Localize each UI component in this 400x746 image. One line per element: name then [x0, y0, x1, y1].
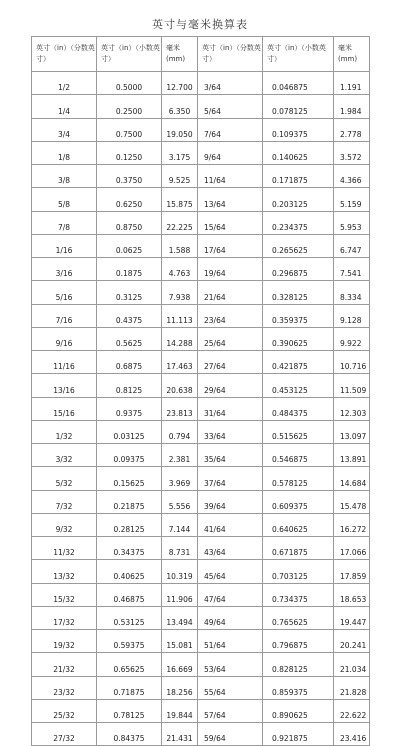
- fraction-inch-cell: 1/2: [32, 72, 97, 95]
- table-row: [32, 537, 370, 560]
- millimeter-cell: 4.366: [334, 165, 370, 188]
- conversion-table: [31, 36, 370, 746]
- header-decimal-inch: 英寸（in）（小数英寸）: [97, 37, 162, 72]
- fraction-inch-cell: 53/64: [198, 653, 263, 676]
- table-row: [32, 397, 370, 420]
- millimeter-cell: 13.097: [334, 420, 370, 443]
- decimal-inch-cell: 0.21875: [97, 490, 162, 513]
- millimeter-cell: 13.891: [334, 444, 370, 467]
- table-row: [32, 490, 370, 513]
- fraction-inch-cell: 3/64: [198, 72, 263, 95]
- millimeter-cell: 1.191: [334, 72, 370, 95]
- fraction-inch-cell: 51/64: [198, 630, 263, 653]
- decimal-inch-cell: 0.234375: [263, 211, 334, 234]
- decimal-inch-cell: 0.8125: [97, 374, 162, 397]
- header-fraction-inch-2: 英寸（in）（分数英寸）: [198, 37, 263, 72]
- fraction-inch-cell: 3/32: [32, 444, 97, 467]
- millimeter-cell: 10.716: [334, 351, 370, 374]
- fraction-inch-cell: 11/32: [32, 537, 97, 560]
- fraction-inch-cell: 5/64: [198, 95, 263, 118]
- millimeter-cell: 21.431: [162, 723, 198, 746]
- decimal-inch-cell: 0.3750: [97, 165, 162, 188]
- fraction-inch-cell: 37/64: [198, 467, 263, 490]
- fraction-inch-cell: 1/8: [32, 141, 97, 164]
- decimal-inch-cell: 0.6875: [97, 351, 162, 374]
- decimal-inch-cell: 0.328125: [263, 281, 334, 304]
- table-row: [32, 420, 370, 443]
- fraction-inch-cell: 55/64: [198, 676, 263, 699]
- decimal-inch-cell: 0.671875: [263, 537, 334, 560]
- fraction-inch-cell: 17/64: [198, 234, 263, 257]
- fraction-inch-cell: 5/8: [32, 188, 97, 211]
- millimeter-cell: 3.572: [334, 141, 370, 164]
- fraction-inch-cell: 29/64: [198, 374, 263, 397]
- decimal-inch-cell: 0.515625: [263, 420, 334, 443]
- decimal-inch-cell: 0.359375: [263, 304, 334, 327]
- decimal-inch-cell: 0.796875: [263, 630, 334, 653]
- table-header-row: [32, 37, 370, 72]
- decimal-inch-cell: 0.1875: [97, 258, 162, 281]
- millimeter-cell: 9.128: [334, 304, 370, 327]
- table-row: [32, 351, 370, 374]
- decimal-inch-cell: 0.09375: [97, 444, 162, 467]
- millimeter-cell: 7.938: [162, 281, 198, 304]
- millimeter-cell: 8.731: [162, 537, 198, 560]
- fraction-inch-cell: 39/64: [198, 490, 263, 513]
- fraction-inch-cell: 9/16: [32, 327, 97, 350]
- decimal-inch-cell: 0.0625: [97, 234, 162, 257]
- table-row: [32, 467, 370, 490]
- fraction-inch-cell: 19/64: [198, 258, 263, 281]
- fraction-inch-cell: 1/4: [32, 95, 97, 118]
- fraction-inch-cell: 13/64: [198, 188, 263, 211]
- fraction-inch-cell: 5/16: [32, 281, 97, 304]
- decimal-inch-cell: 0.2500: [97, 95, 162, 118]
- table-row: [32, 723, 370, 746]
- decimal-inch-cell: 0.40625: [97, 560, 162, 583]
- millimeter-cell: 10.319: [162, 560, 198, 583]
- fraction-inch-cell: 11/64: [198, 165, 263, 188]
- decimal-inch-cell: 0.296875: [263, 258, 334, 281]
- millimeter-cell: 12.700: [162, 72, 198, 95]
- fraction-inch-cell: 7/64: [198, 118, 263, 141]
- table-row: [32, 676, 370, 699]
- fraction-inch-cell: 21/64: [198, 281, 263, 304]
- decimal-inch-cell: 0.15625: [97, 467, 162, 490]
- millimeter-cell: 20.241: [334, 630, 370, 653]
- table-row: [32, 72, 370, 95]
- fraction-inch-cell: 41/64: [198, 513, 263, 536]
- decimal-inch-cell: 0.609375: [263, 490, 334, 513]
- millimeter-cell: 5.953: [334, 211, 370, 234]
- millimeter-cell: 18.256: [162, 676, 198, 699]
- millimeter-cell: 17.859: [334, 560, 370, 583]
- millimeter-cell: 20.638: [162, 374, 198, 397]
- millimeter-cell: 23.813: [162, 397, 198, 420]
- millimeter-cell: 7.541: [334, 258, 370, 281]
- fraction-inch-cell: 13/32: [32, 560, 97, 583]
- decimal-inch-cell: 0.03125: [97, 420, 162, 443]
- decimal-inch-cell: 0.65625: [97, 653, 162, 676]
- fraction-inch-cell: 27/32: [32, 723, 97, 746]
- millimeter-cell: 6.747: [334, 234, 370, 257]
- millimeter-cell: 1.588: [162, 234, 198, 257]
- table-row: [32, 118, 370, 141]
- fraction-inch-cell: 1/16: [32, 234, 97, 257]
- decimal-inch-cell: 0.765625: [263, 606, 334, 629]
- table-row: [32, 583, 370, 606]
- millimeter-cell: 17.066: [334, 537, 370, 560]
- table-row: [32, 304, 370, 327]
- millimeter-cell: 9.922: [334, 327, 370, 350]
- decimal-inch-cell: 0.7500: [97, 118, 162, 141]
- millimeter-cell: 19.050: [162, 118, 198, 141]
- header-millimeter-2: 毫米 (mm): [334, 37, 370, 72]
- decimal-inch-cell: 0.484375: [263, 397, 334, 420]
- decimal-inch-cell: 0.640625: [263, 513, 334, 536]
- header-fraction-inch: 英寸（in）（分数英寸）: [32, 37, 97, 72]
- millimeter-cell: 3.175: [162, 141, 198, 164]
- decimal-inch-cell: 0.6250: [97, 188, 162, 211]
- decimal-inch-cell: 0.203125: [263, 188, 334, 211]
- millimeter-cell: 5.556: [162, 490, 198, 513]
- fraction-inch-cell: 33/64: [198, 420, 263, 443]
- decimal-inch-cell: 0.9375: [97, 397, 162, 420]
- fraction-inch-cell: 3/16: [32, 258, 97, 281]
- fraction-inch-cell: 15/16: [32, 397, 97, 420]
- table-row: [32, 165, 370, 188]
- page-title: 英寸与毫米换算表: [152, 18, 248, 31]
- decimal-inch-cell: 0.921875: [263, 723, 334, 746]
- decimal-inch-cell: 0.8750: [97, 211, 162, 234]
- decimal-inch-cell: 0.5625: [97, 327, 162, 350]
- fraction-inch-cell: 45/64: [198, 560, 263, 583]
- decimal-inch-cell: 0.59375: [97, 630, 162, 653]
- fraction-inch-cell: 31/64: [198, 397, 263, 420]
- millimeter-cell: 17.463: [162, 351, 198, 374]
- fraction-inch-cell: 35/64: [198, 444, 263, 467]
- millimeter-cell: 16.272: [334, 513, 370, 536]
- decimal-inch-cell: 0.4375: [97, 304, 162, 327]
- fraction-inch-cell: 7/16: [32, 304, 97, 327]
- millimeter-cell: 8.334: [334, 281, 370, 304]
- decimal-inch-cell: 0.78125: [97, 699, 162, 722]
- millimeter-cell: 11.509: [334, 374, 370, 397]
- decimal-inch-cell: 0.046875: [263, 72, 334, 95]
- table-row: [32, 141, 370, 164]
- table-row: [32, 630, 370, 653]
- fraction-inch-cell: 15/64: [198, 211, 263, 234]
- decimal-inch-cell: 0.859375: [263, 676, 334, 699]
- decimal-inch-cell: 0.453125: [263, 374, 334, 397]
- fraction-inch-cell: 47/64: [198, 583, 263, 606]
- millimeter-cell: 9.525: [162, 165, 198, 188]
- fraction-inch-cell: 11/16: [32, 351, 97, 374]
- millimeter-cell: 14.288: [162, 327, 198, 350]
- fraction-inch-cell: 59/64: [198, 723, 263, 746]
- decimal-inch-cell: 0.828125: [263, 653, 334, 676]
- table-row: [32, 606, 370, 629]
- table-row: [32, 653, 370, 676]
- table-row: [32, 444, 370, 467]
- millimeter-cell: 21.034: [334, 653, 370, 676]
- decimal-inch-cell: 0.109375: [263, 118, 334, 141]
- decimal-inch-cell: 0.265625: [263, 234, 334, 257]
- millimeter-cell: 12.303: [334, 397, 370, 420]
- millimeter-cell: 19.844: [162, 699, 198, 722]
- millimeter-cell: 15.081: [162, 630, 198, 653]
- decimal-inch-cell: 0.5000: [97, 72, 162, 95]
- decimal-inch-cell: 0.390625: [263, 327, 334, 350]
- millimeter-cell: 18.653: [334, 583, 370, 606]
- table-row: [32, 95, 370, 118]
- decimal-inch-cell: 0.734375: [263, 583, 334, 606]
- fraction-inch-cell: 25/64: [198, 327, 263, 350]
- millimeter-cell: 11.906: [162, 583, 198, 606]
- millimeter-cell: 0.794: [162, 420, 198, 443]
- millimeter-cell: 11.113: [162, 304, 198, 327]
- fraction-inch-cell: 23/64: [198, 304, 263, 327]
- decimal-inch-cell: 0.28125: [97, 513, 162, 536]
- fraction-inch-cell: 27/64: [198, 351, 263, 374]
- fraction-inch-cell: 23/32: [32, 676, 97, 699]
- fraction-inch-cell: 25/32: [32, 699, 97, 722]
- fraction-inch-cell: 49/64: [198, 606, 263, 629]
- decimal-inch-cell: 0.578125: [263, 467, 334, 490]
- decimal-inch-cell: 0.46875: [97, 583, 162, 606]
- millimeter-cell: 7.144: [162, 513, 198, 536]
- table-row: [32, 374, 370, 397]
- fraction-inch-cell: 3/8: [32, 165, 97, 188]
- millimeter-cell: 21.828: [334, 676, 370, 699]
- millimeter-cell: 22.225: [162, 211, 198, 234]
- fraction-inch-cell: 19/32: [32, 630, 97, 653]
- millimeter-cell: 2.381: [162, 444, 198, 467]
- fraction-inch-cell: 57/64: [198, 699, 263, 722]
- fraction-inch-cell: 43/64: [198, 537, 263, 560]
- fraction-inch-cell: 5/32: [32, 467, 97, 490]
- decimal-inch-cell: 0.140625: [263, 141, 334, 164]
- millimeter-cell: 4.763: [162, 258, 198, 281]
- decimal-inch-cell: 0.421875: [263, 351, 334, 374]
- decimal-inch-cell: 0.71875: [97, 676, 162, 699]
- table-row: [32, 699, 370, 722]
- table-row: [32, 258, 370, 281]
- millimeter-cell: 19.447: [334, 606, 370, 629]
- millimeter-cell: 15.875: [162, 188, 198, 211]
- millimeter-cell: 5.159: [334, 188, 370, 211]
- table-row: [32, 560, 370, 583]
- fraction-inch-cell: 1/32: [32, 420, 97, 443]
- table-row: [32, 211, 370, 234]
- millimeter-cell: 22.622: [334, 699, 370, 722]
- fraction-inch-cell: 17/32: [32, 606, 97, 629]
- fraction-inch-cell: 7/8: [32, 211, 97, 234]
- header-millimeter: 毫米 (mm): [162, 37, 198, 72]
- millimeter-cell: 1.984: [334, 95, 370, 118]
- millimeter-cell: 3.969: [162, 467, 198, 490]
- millimeter-cell: 23.416: [334, 723, 370, 746]
- table-row: [32, 513, 370, 536]
- millimeter-cell: 16.669: [162, 653, 198, 676]
- header-decimal-inch-2: 英寸（in）（小数英寸）: [263, 37, 334, 72]
- decimal-inch-cell: 0.890625: [263, 699, 334, 722]
- decimal-inch-cell: 0.3125: [97, 281, 162, 304]
- millimeter-cell: 6.350: [162, 95, 198, 118]
- decimal-inch-cell: 0.34375: [97, 537, 162, 560]
- fraction-inch-cell: 15/32: [32, 583, 97, 606]
- decimal-inch-cell: 0.1250: [97, 141, 162, 164]
- millimeter-cell: 13.494: [162, 606, 198, 629]
- table-row: [32, 234, 370, 257]
- decimal-inch-cell: 0.53125: [97, 606, 162, 629]
- decimal-inch-cell: 0.546875: [263, 444, 334, 467]
- millimeter-cell: 15.478: [334, 490, 370, 513]
- decimal-inch-cell: 0.078125: [263, 95, 334, 118]
- millimeter-cell: 2.778: [334, 118, 370, 141]
- fraction-inch-cell: 7/32: [32, 490, 97, 513]
- table-row: [32, 281, 370, 304]
- decimal-inch-cell: 0.171875: [263, 165, 334, 188]
- decimal-inch-cell: 0.703125: [263, 560, 334, 583]
- decimal-inch-cell: 0.84375: [97, 723, 162, 746]
- fraction-inch-cell: 9/32: [32, 513, 97, 536]
- fraction-inch-cell: 3/4: [32, 118, 97, 141]
- table-row: [32, 188, 370, 211]
- fraction-inch-cell: 9/64: [198, 141, 263, 164]
- millimeter-cell: 14.684: [334, 467, 370, 490]
- table-row: [32, 327, 370, 350]
- fraction-inch-cell: 21/32: [32, 653, 97, 676]
- fraction-inch-cell: 13/16: [32, 374, 97, 397]
